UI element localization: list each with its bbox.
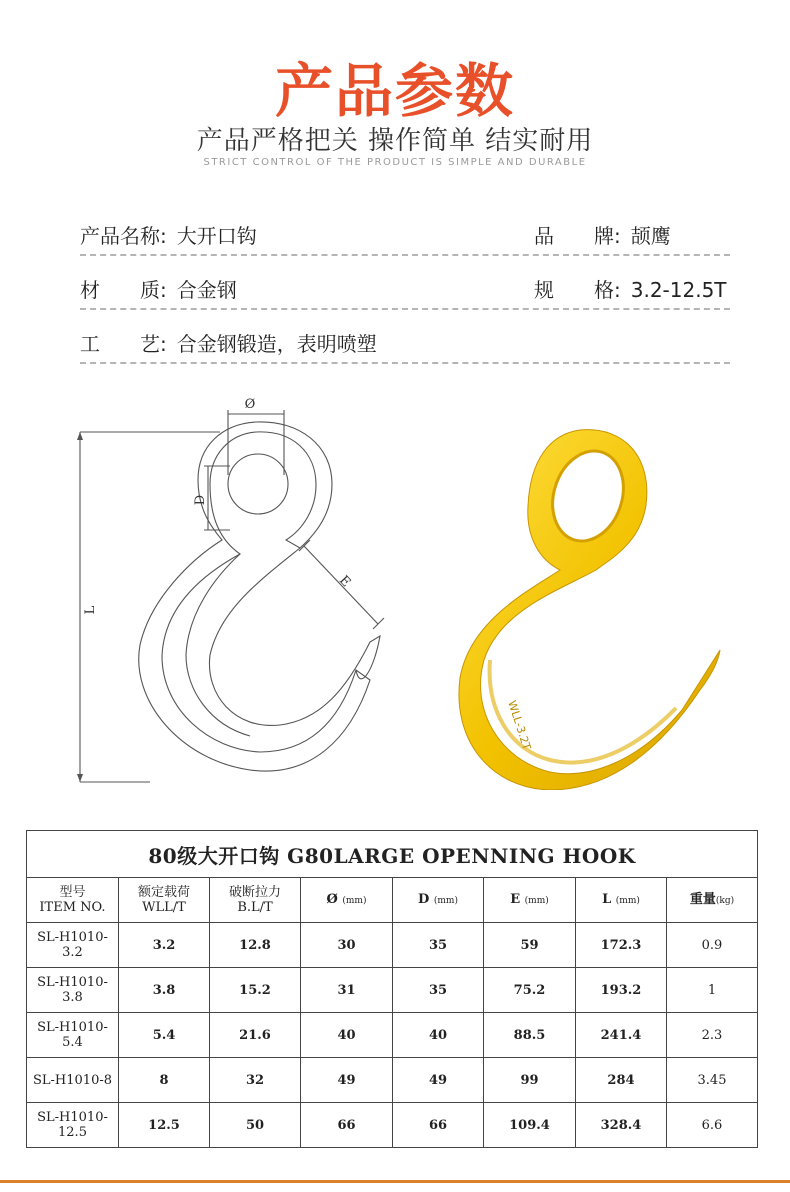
- cell-bl: 12.8: [210, 923, 301, 968]
- cell-weight: 2.3: [667, 1013, 758, 1058]
- cell-wll: 8: [119, 1058, 210, 1103]
- spec-table: [26, 830, 758, 1148]
- yellow-hook-illustration: [430, 410, 740, 790]
- spec-row-material-size: [80, 270, 730, 310]
- eye-hole-outline: [228, 454, 288, 514]
- header-bl: [210, 878, 301, 923]
- cell-bl: 15.2: [210, 968, 301, 1013]
- cell-l: 193.2: [576, 968, 667, 1013]
- spec-label: 产品名称:: [80, 224, 167, 248]
- cell-model: SL-H1010-3.8: [27, 968, 119, 1013]
- header-weight: [667, 878, 758, 923]
- cell-model: SL-H1010-5.4: [27, 1013, 119, 1058]
- cell-d: 66: [393, 1103, 484, 1148]
- cell-model: SL-H1010-8: [27, 1058, 119, 1103]
- cell-d: 35: [393, 923, 484, 968]
- header-bl-en: B.L/T: [237, 900, 273, 915]
- spec-product-name: [80, 220, 257, 249]
- spec-size: [534, 274, 727, 303]
- header-weight-unit: (kg): [715, 895, 735, 906]
- cell-l: 284: [576, 1058, 667, 1103]
- header-d: [393, 878, 484, 923]
- header-phi-label: Ø: [326, 891, 338, 907]
- table-row: [27, 1103, 758, 1148]
- spec-value: 3.2-12.5T: [630, 278, 727, 302]
- header-l-label: L: [602, 891, 612, 907]
- cell-phi: 31: [301, 968, 393, 1013]
- cell-wll: 5.4: [119, 1013, 210, 1058]
- label-d: D: [193, 494, 208, 506]
- table-title: 80级大开口钩 G80LARGE OPENNING HOOK: [27, 831, 758, 878]
- cell-e: 99: [484, 1058, 576, 1103]
- bottom-divider: [0, 1180, 790, 1183]
- header-model-cn: 型号: [59, 885, 86, 900]
- cell-phi: 30: [301, 923, 393, 968]
- header-e-unit: (mm): [524, 895, 549, 906]
- hook-line-drawing: [70, 380, 400, 800]
- cell-e: 75.2: [484, 968, 576, 1013]
- spec-label: 工 艺:: [80, 332, 167, 356]
- spec-value: 合金钢锻造，表明喷塑: [176, 332, 377, 356]
- header-phi-unit: (mm): [342, 895, 367, 906]
- cell-bl: 50: [210, 1103, 301, 1148]
- spec-value: 合金钢: [176, 278, 237, 302]
- cell-model: SL-H1010-12.5: [27, 1103, 119, 1148]
- header-wll-en: WLL/T: [142, 900, 186, 915]
- hook-inner-outline: [209, 548, 380, 725]
- page-title: 产品参数: [274, 57, 515, 125]
- header-model: [27, 878, 119, 923]
- cell-l: 241.4: [576, 1013, 667, 1058]
- table-row: [27, 1058, 758, 1103]
- cell-bl: 21.6: [210, 1013, 301, 1058]
- header-l-unit: (mm): [615, 895, 640, 906]
- cell-weight: 1: [667, 968, 758, 1013]
- cell-d: 49: [393, 1058, 484, 1103]
- hook-embossed-text: WLL-3.2T: [505, 698, 534, 752]
- table-row: [27, 968, 758, 1013]
- cell-phi: 40: [301, 1013, 393, 1058]
- spec-value: 大开口钩: [176, 224, 257, 248]
- header-d-label: D: [418, 891, 430, 907]
- cell-bl: 32: [210, 1058, 301, 1103]
- header-phi: [301, 878, 393, 923]
- spec-label: 材 质:: [80, 278, 167, 302]
- header-wll-cn: 额定载荷: [137, 885, 190, 900]
- cell-e: 88.5: [484, 1013, 576, 1058]
- header-l: [576, 878, 667, 923]
- cell-weight: 3.45: [667, 1058, 758, 1103]
- spec-material: [80, 274, 237, 303]
- cell-phi: 66: [301, 1103, 393, 1148]
- label-e: E: [335, 573, 354, 591]
- header-d-unit: (mm): [433, 895, 458, 906]
- header-e-label: E: [510, 891, 521, 907]
- hook-opening: [521, 610, 720, 738]
- hook-product-photo: [430, 410, 740, 790]
- header-model-en: ITEM NO.: [39, 900, 106, 915]
- cell-d: 35: [393, 968, 484, 1013]
- cell-phi: 49: [301, 1058, 393, 1103]
- table-row: [27, 923, 758, 968]
- page-subtitle-en: STRICT CONTROL OF THE PRODUCT IS SIMPLE AND DURABLE: [203, 157, 587, 168]
- cell-wll: 3.8: [119, 968, 210, 1013]
- spec-value: 颉鹰: [630, 224, 671, 248]
- table-title-row: [27, 831, 758, 878]
- header-wll: [119, 878, 210, 923]
- spec-brand: [534, 220, 671, 249]
- label-l: L: [83, 605, 98, 615]
- cell-model: SL-H1010-3.2: [27, 923, 119, 968]
- cell-e: 109.4: [484, 1103, 576, 1148]
- header-bl-cn: 破断拉力: [228, 885, 281, 900]
- spec-row-process: [80, 324, 730, 364]
- spec-label: 规 格:: [534, 278, 621, 302]
- cell-wll: 3.2: [119, 923, 210, 968]
- spec-label: 品 牌:: [534, 224, 621, 248]
- spec-process: [80, 328, 377, 357]
- header-e: [484, 878, 576, 923]
- header-weight-label: 重量: [689, 891, 716, 907]
- hook-dimension-diagram: [70, 380, 400, 800]
- table-header-row: [27, 878, 758, 923]
- cell-e: 59: [484, 923, 576, 968]
- table-row: [27, 1013, 758, 1058]
- cell-d: 40: [393, 1013, 484, 1058]
- cell-l: 328.4: [576, 1103, 667, 1148]
- cell-l: 172.3: [576, 923, 667, 968]
- cell-wll: 12.5: [119, 1103, 210, 1148]
- hook-outer-outline: [139, 422, 370, 771]
- cell-weight: 6.6: [667, 1103, 758, 1148]
- page-subtitle: 产品严格把关 操作简单 结实耐用: [196, 126, 594, 156]
- cell-weight: 0.9: [667, 923, 758, 968]
- spec-row-name-brand: [80, 216, 730, 256]
- label-phi: Ø: [244, 397, 256, 412]
